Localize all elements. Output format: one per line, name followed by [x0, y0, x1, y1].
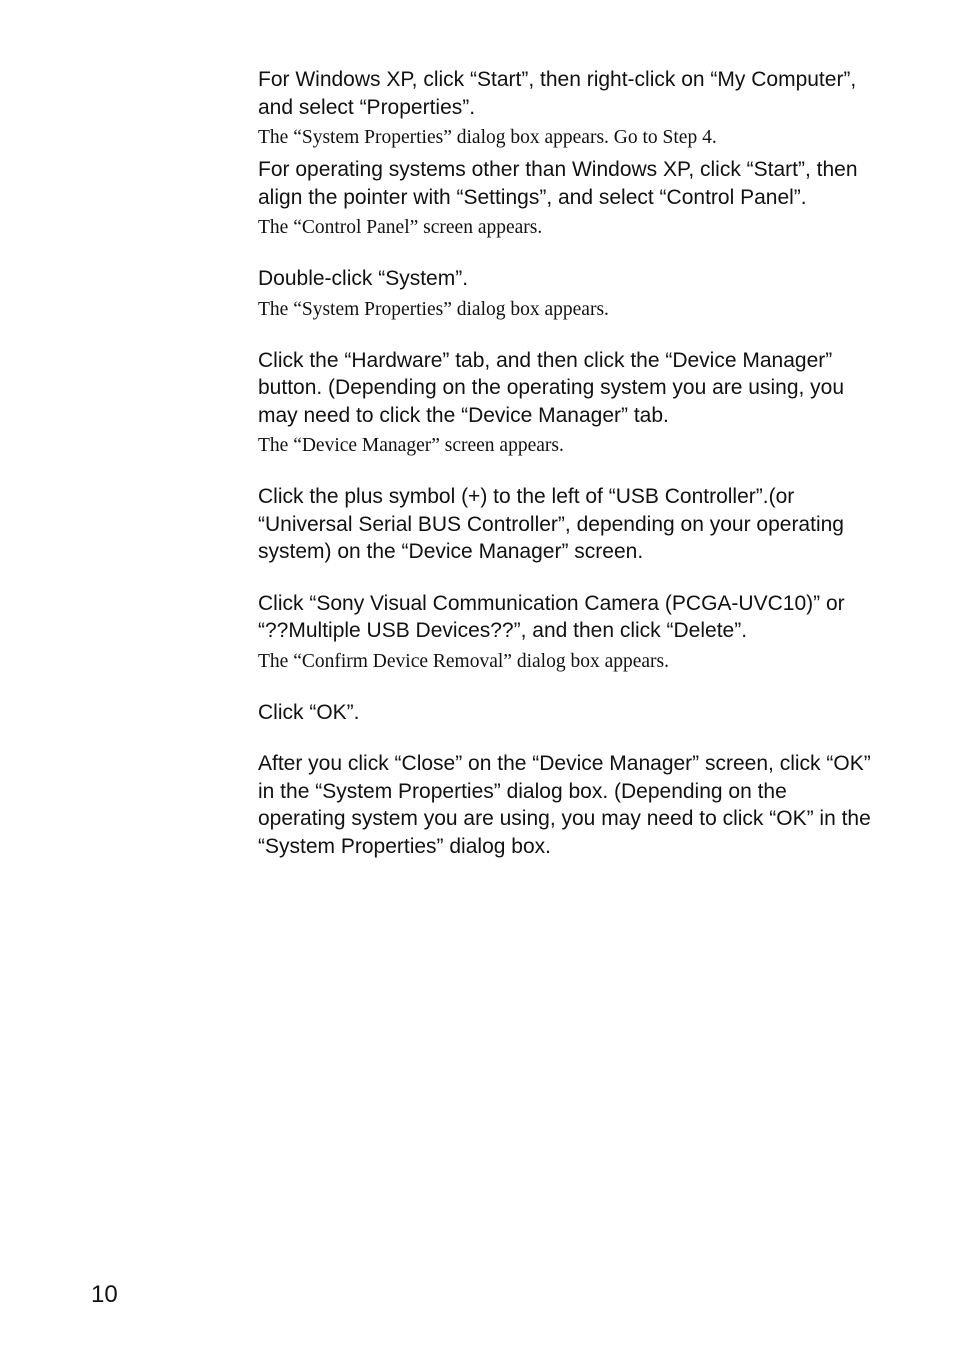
step-6-instruction: Click “Sony Visual Communication Camera (PCGA-UVC10)” or “??Multiple USB Devices??”, and then click “Delete”. — [258, 591, 845, 642]
step-4-instruction: Click the “Hardware” tab, and then click the “Device Manager” button. (Depending on the operating system you are using, you may need to click the “Device Manager” tab. — [258, 348, 845, 427]
spacer — [258, 459, 878, 483]
page-number: 10 — [91, 1281, 118, 1308]
step-1-result: The “System Properties” dialog box appears. Go to Step 4. — [258, 127, 717, 148]
step-2-instruction: For operating systems other than Windows XP, click “Start”, then align the pointer with “Settings”, and select “Control Panel”. — [258, 158, 858, 209]
step-2-result: The “Control Panel” screen appears. — [258, 217, 543, 238]
step-6-result: The “Confirm Device Removal” dialog box appears. — [258, 650, 669, 672]
step-5-instruction: Click the plus symbol (+) to the left of “USB Controller”.(or “Universal Serial BUS Controller”, depending on your operating system) on the “Device Manager” screen. — [258, 485, 844, 563]
step-3-result: The “System Properties” dialog box appears. — [258, 298, 609, 320]
step-7-instruction: Click “OK”. — [258, 700, 360, 724]
step-4-result: The “Device Manager” screen appears. — [258, 435, 564, 456]
spacer — [258, 726, 878, 750]
spacer — [258, 675, 878, 699]
spacer — [258, 241, 878, 265]
instructions-body — [258, 66, 878, 860]
step-8-instruction: After you click “Close” on the “Device Manager” screen, click “OK” in the “System Properties” dialog box. (Depending on the operating system you are using, you may need to click “OK” in the “System Properties” dialog box. — [258, 752, 871, 858]
step-1-instruction: For Windows XP, click “Start”, then right-click on “My Computer”, and select “Properties”. — [258, 68, 857, 119]
spacer — [258, 566, 878, 590]
step-3-instruction: Double-click “System”. — [258, 267, 469, 290]
spacer — [258, 323, 878, 347]
